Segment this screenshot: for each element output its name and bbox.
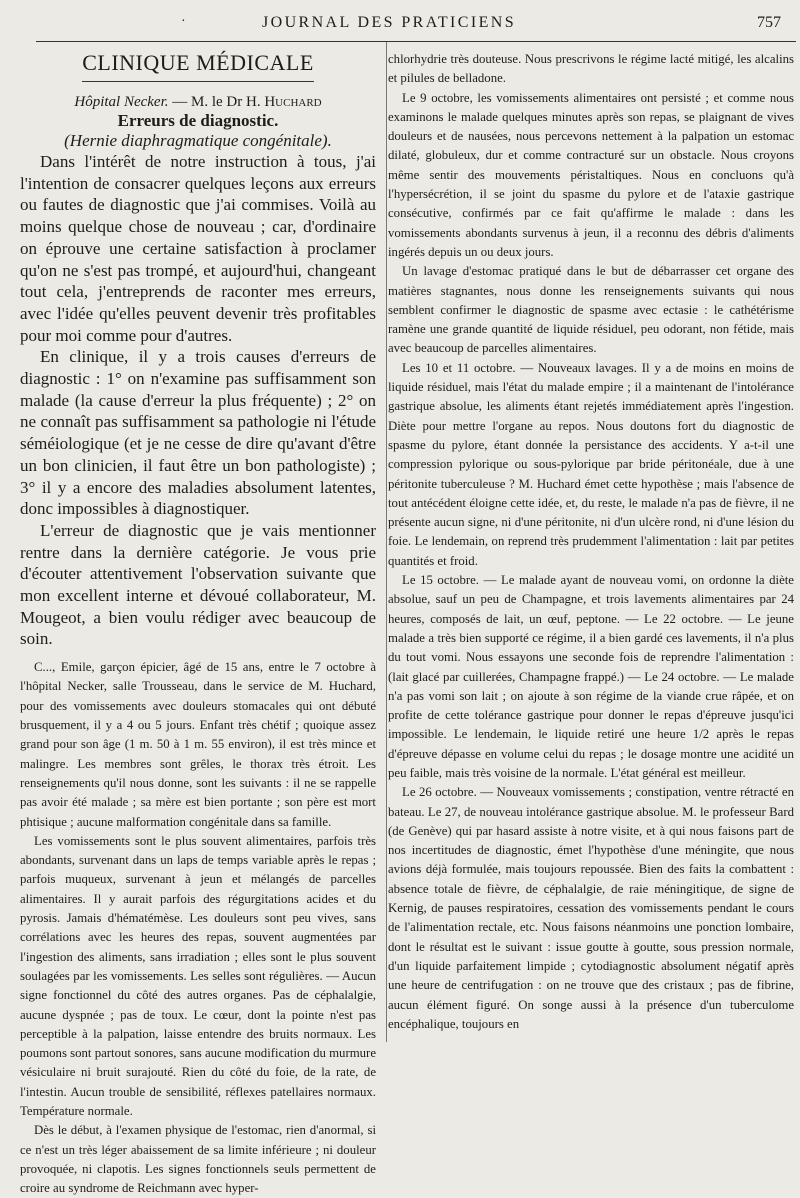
author-prefix: — M. le Dr H.	[172, 94, 261, 110]
page-number: 757	[757, 14, 781, 31]
observation-text-right	[388, 50, 794, 1034]
running-header	[0, 14, 800, 36]
column-divider	[386, 42, 387, 1042]
observation-paragraph: chlorhydrie très douteuse. Nous prescrivons le régime lacté mitigé, les alcalins et pilules de belladone.	[388, 52, 794, 86]
intro-text	[20, 151, 376, 650]
section-title: CLINIQUE MÉDICALE	[82, 50, 314, 82]
observation-paragraph: C..., Emile, garçon épicier, âgé de 15 ans, entre le 7 octobre à l'hôpital Necker, salle Trousseau, dans le service de M. Huchard, pour des vomissements avec douleurs stomacales qui ont débuté brusquement, il y a 4 ou 5 jours. Enfant très chétif ; quoique assez grand pour son âge (1 m. 50 à 1 m. 55 environ), il est très mince et malingre. Les membres sont grêles, le thorax très étroit. Les renseignements qu'il nous donne, sont les suivants : il ne se rappelle pas avoir été malade ; sa mère est bien portante ; son père est mort phtisique ; aucune malformation congénitale dans sa famille.	[20, 660, 376, 829]
article-title: Erreurs de diagnostic.	[117, 111, 279, 130]
hospital-name: Hôpital Necker.	[74, 94, 169, 110]
observation-paragraph: Le 26 octobre. — Nouveaux vomissements ; constipation, ventre rétracté en bateau. Le 27, de nouveau intolérance gastrique absolue. M. le professeur Bard (de Genève) qui par hasard assiste à notre visite, et à qui nous faisons part de nos incertitudes de diagnostic, émet l'hypothèse d'une méningite, que nous avions déjà formulée, mais toujours repoussée. Bien des faits la combattent : absence totale de fièvre, de céphalalgie, de raie méningitique, de signe de Kernig, de pauses respiratoires, cessation des vomissements pendant le cours de l'alimentation rectale, etc. Nous faisons néanmoins une ponction lombaire, dont le résultat est le suivant : issue goutte à goutte, sous pression normale, d'un liquide parfaitement limpide ; cytodiagnostic absolument négatif après une heure de centrifugation : on ne trouve que des cristaux ; pas de fibrine, aucun élément figuré. On songe aussi à la présence d'un tuberculome encéphalique, toujours en	[388, 785, 794, 1031]
article-subtitle: (Hernie diaphragmatique congénitale).	[64, 131, 332, 150]
observation-paragraph: Le 9 octobre, les vomissements alimentaires ont persisté ; et comme nous examinons le malade quelques minutes après son repas, se plaignant de vives douleurs et de nausées, nous percevons nettement à la palpation un estomac dilaté, globuleux, dur et comme contracturé sur un obstacle. Nous croyons même sentir des mouvements péristaltiques. Nous en concluons qu'à l'hypersécrétion, il se joint du spasme du pylore et de l'ataxie gastrique consécutive, confirmés par ce fait qu'affirme le malade : dans les vomissements abondants survenus à jeun, il a reconnu des débris d'aliments ingérés depuis un ou deux jours.	[388, 90, 794, 259]
intro-paragraph: En clinique, il y a trois causes d'erreurs de diagnostic : 1° on n'examine pas suffisamment son malade (la cause d'erreur la plus fréquente) ; 2° on ne connaît pas suffisamment sa pathologie ni l'étude séméiologique (et je ne cesse de dire qu'avant d'être un bon clinicien, il faut être un bon pathologiste) ; 3° il y a encore des maladies absolument latentes, donc impossibles à diagnostiquer.	[20, 347, 376, 519]
observation-paragraph: Les vomissements sont le plus souvent alimentaires, parfois très abondants, survenant dans un laps de temps variable après le repas ; parfois muqueux, survenant à jeun et mélangés de parcelles alimentaires. Il y aurait parfois des régurgitations acides et du pyrosis. Jamais d'hématémèse. Les douleurs sont peu vives, sans corrélations avec les heures des repas, souvent augmentées par l'ingestion des aliments, sans irradiation ; elles sont le plus souvent soulagées par les vomissements. Les selles sont régulières. — Aucun signe fonctionnel du côté des autres organes. Pas de céphalalgie, aucune dyspnée ; pas de toux. Le cœur, dont la pointe n'est pas perceptible à la palpation, laisse entendre des bruits normaux. Les poumons sont partout sonores, sans aucune modification du murmure vésiculaire ni bruit surajouté. Rien du côté du foie, de la rate, de l'intestin. Aucun trouble de sensibilité, réflexes patellaires normaux. Température normale.	[20, 833, 376, 1118]
header-rule	[36, 41, 796, 42]
byline	[20, 94, 376, 111]
observation-paragraph: Le 15 octobre. — Le malade ayant de nouveau vomi, on ordonne la diète absolue, sauf un peu de Champagne, et trois lavements alimentaires par 24 heures, composés de lait, un œuf, peptone. — Le 22 octobre. — Le jeune malade a très bien supporté ce régime, il a bien gardé ces lavements, il n'a plus du tout vomi. Nous essayons une seconde fois de reprendre l'alimentation : (lait glacé par cuillerées, Champagne frappé.) — Le 24 octobre. — Le malade n'a pas vomi son lait ; on ajoute à son régime de la viande crue râpée, et on profite de cette tolérance gastrique pour donner le repas d'épreuve jusqu'ici impossible. Le lendemain, le liquide retiré une heure 1/2 après le repas d'épreuve dépasse en volume celui du repas ; le dosage montre une acidité un peu faible, mais très voisine de la normale. L'état général est meilleur.	[388, 573, 794, 780]
right-column	[388, 50, 794, 1045]
observation-paragraph: Dès le début, à l'examen physique de l'estomac, rien d'anormal, si ce n'est un très léger abaissement de sa limite inférieure ; ni douleur provoquée, ni clapotis. Les signes fonctionnels seuls permettent de croire au syndrome de Reichmann avec hyper-	[20, 1123, 376, 1196]
observation-paragraph: Les 10 et 11 octobre. — Nouveaux lavages. Il y a de moins en moins de liquide résiduel, mais l'état du malade empire ; il a maintenant de l'intolérance gastrique absolue, les aliments étant rejetés immédiatement après l'ingestion. Diète pour mettre l'organe au repos. Nous doutons fort du diagnostic de spasme du pylore, étant donnée la persistance des accidents. Y a-t-il une compression pylorique ou sous-pylorique par bride péritonéale, due à une péritonite tuberculeuse ? M. Huchard émet cette hypothèse ; mais l'absence de tout antécédent éloigne cette idée, et, du reste, le malade n'a pas de fièvre, il ne présente aucun signe, ni d'une péritonite, ni d'un ulcère rond, ni d'une lésion du foie. Le lendemain, on reprend très prudemment l'alimentation : lait par petites quantités et froid.	[388, 360, 794, 568]
observation-paragraph: Un lavage d'estomac pratiqué dans le but de débarrasser cet organe des matières stagnantes, nous donne les renseignements suivants qui nous semblent confirmer le diagnostic de spasme avec ectasie : le cathétérisme ramène une grande quantité de liquide résiduel, peu odorant, non fétide, mais avec beaucoup de parcelles alimentaires.	[388, 264, 794, 356]
left-column	[20, 50, 376, 1196]
intro-paragraph: L'erreur de diagnostic que je vais mentionner rentre dans la dernière catégorie. Je vous prie d'écouter attentivement l'observation suivante que mon excellent interne et dévoué collaborateur, M. Mougeot, a bien voulu rédiger avec beaucoup de soin.	[20, 520, 376, 649]
author-name: Huchard	[264, 94, 322, 110]
observation-text-left	[20, 658, 376, 1198]
journal-title: JOURNAL DES PRATICIENS	[262, 14, 517, 31]
intro-paragraph: Dans l'intérêt de notre instruction à tous, j'ai l'intention de consacrer quelques leçons aux erreurs ou fautes de diagnostic que j'ai commises. Voilà au moins quelque chose de nouveau ; car, d'ordinaire on éprouve une certaine satisfaction à proclamer qu'on ne s'est pas trompé, et aujourd'hui, changeant tout cela, j'entreprends de raconter mes erreurs, avec l'idée qu'elles peuvent devenir très profitables pour moi comme pour d'autres.	[20, 152, 376, 345]
header-dot: ·	[181, 14, 186, 29]
